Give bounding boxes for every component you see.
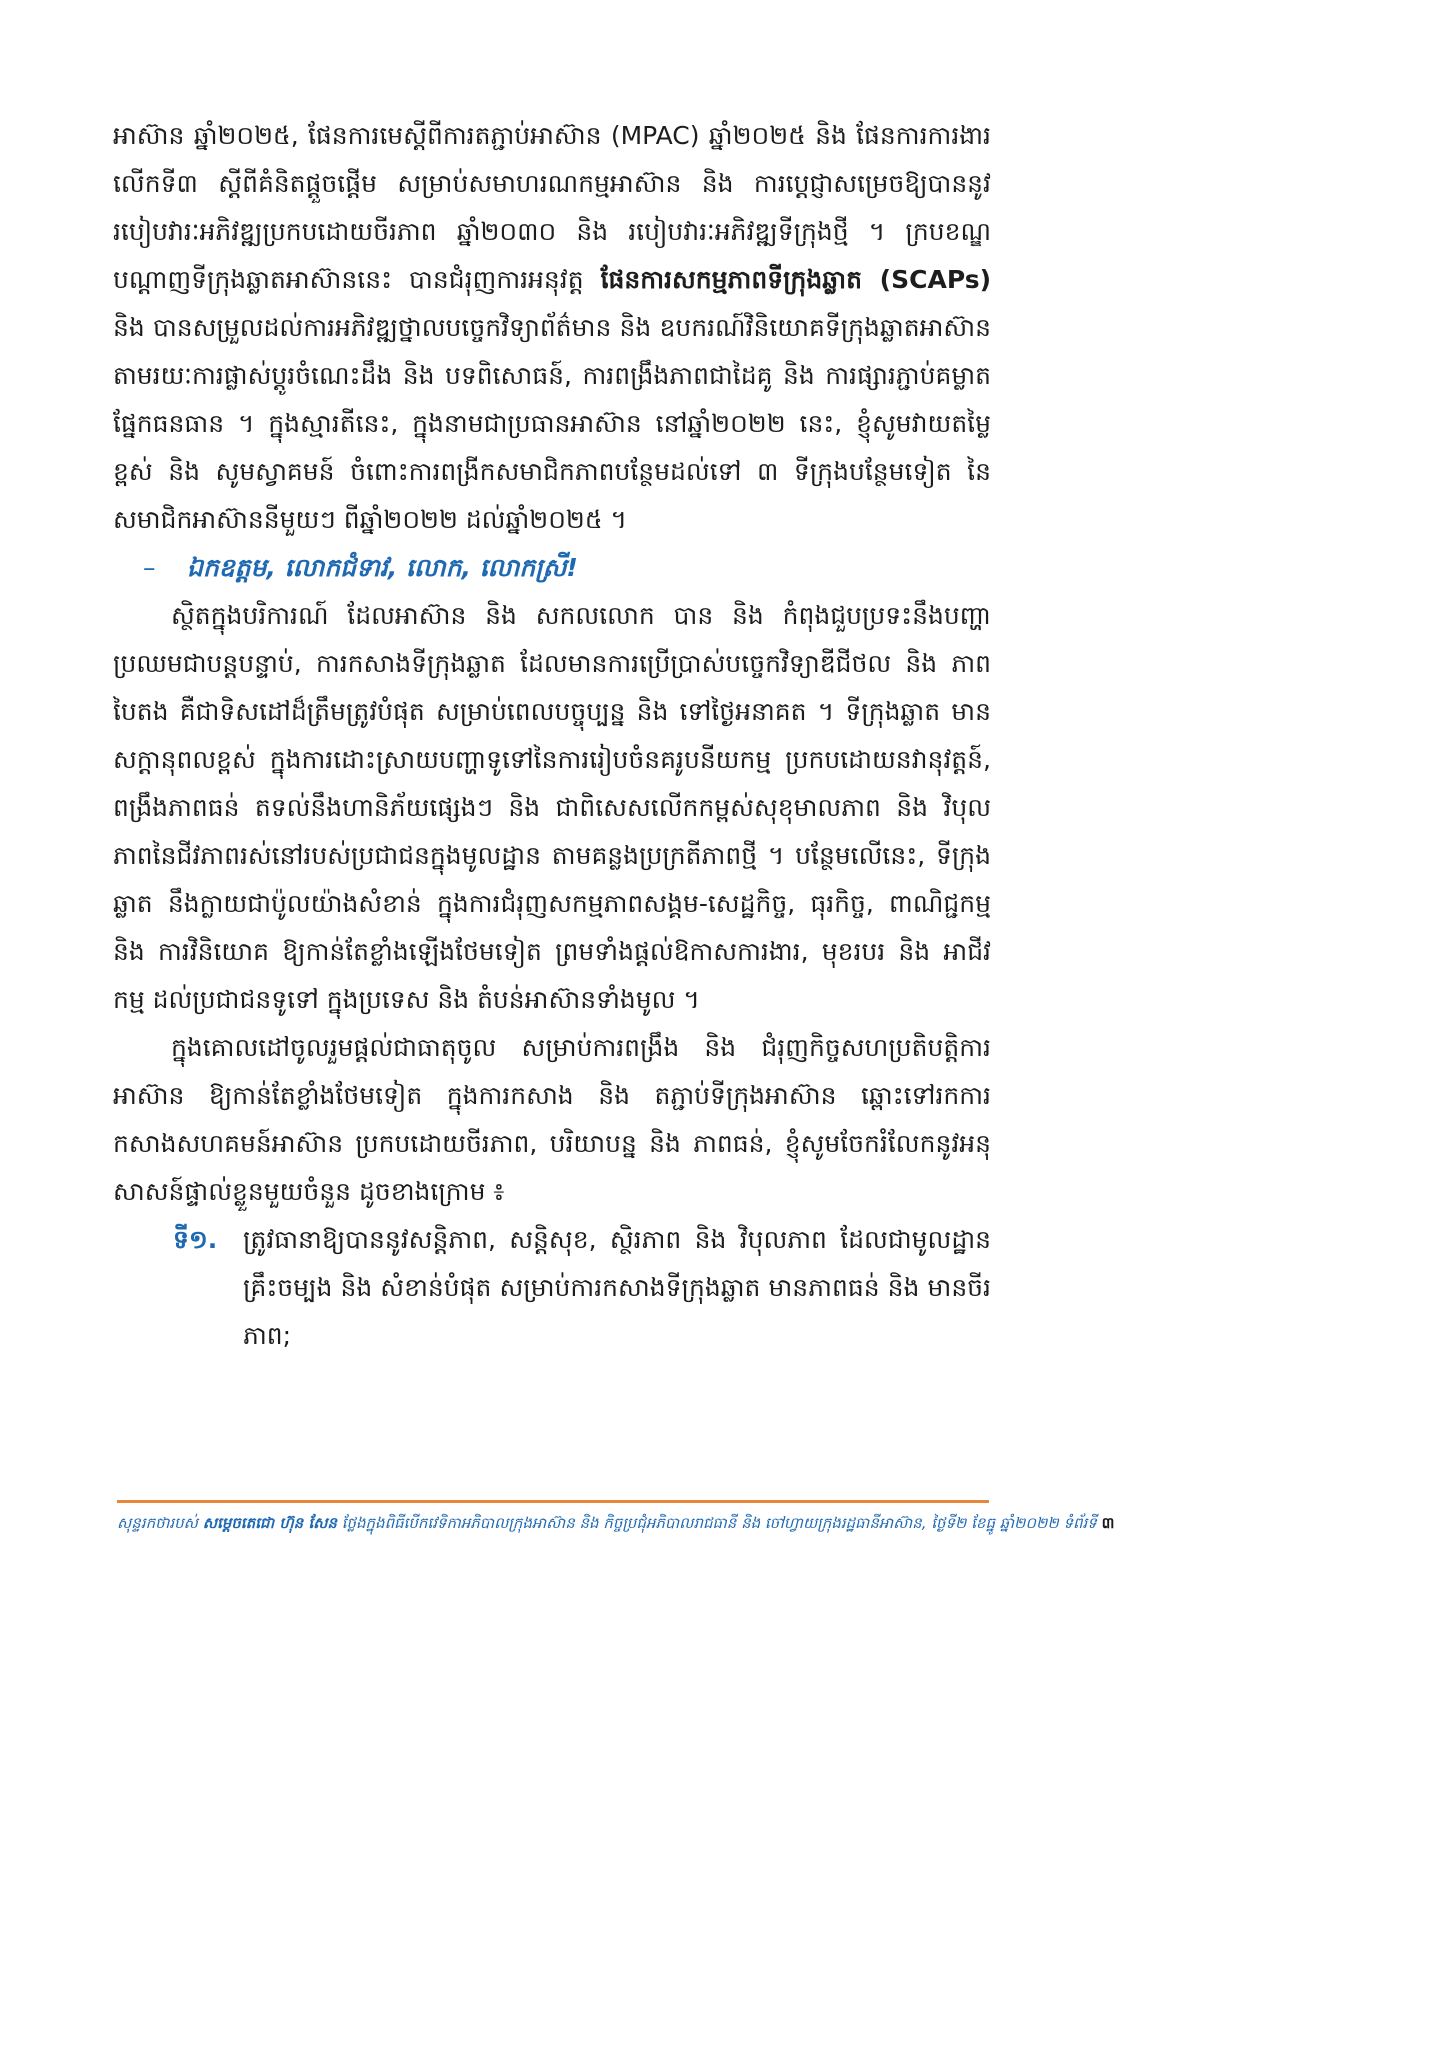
footer-divider [117,1500,989,1503]
paragraph-1-part-b: និង បានសម្រួលដល់ការអភិវឌ្ឍថ្នាលបច្ចេកវិទ្យាព័ត៌មាន និង ឧបករណ៍វិនិយោគទីក្រុងឆ្លាតអាស៊ាន តាមរយៈការផ្លាស់ប្តូរចំណេះដឹង និង បទពិសោធន៍, ការពង្រឹងភាពជាដៃគូ និង ការផ្សារភ្ជាប់គម្លាតផ្នែកធនធាន ។ ក្នុងស្មារតីនេះ, ក្នុងនាមជាប្រធានអាស៊ាន នៅឆ្នាំ២០២២ នេះ, ខ្ញុំសូមវាយតម្លៃខ្ពស់ និង សូមស្វាគមន៍ ចំពោះការពង្រីកសមាជិកភាពបន្ថែមដល់ទៅ ៣ ទីក្រុងបន្ថែមទៀត នៃសមាជិកអាស៊ាននីមួយៗ ពីឆ្នាំ២០២២ ដល់ឆ្នាំ២០២៥ ។ [113,313,991,534]
salutation [143,544,991,592]
footer-page-label: ទំព័រទី [1063,1514,1097,1532]
list-item [113,1216,991,1360]
paragraph-1-strong: ផែនការសកម្មភាពទីក្រុងឆ្លាត (SCAPs) [600,265,992,294]
footer [117,1510,1115,1536]
footer-event: ថ្លែងក្នុងពិធីបើកវេទិកាអភិបាលក្រុងអាស៊ាន និង កិច្ចប្រជុំអភិបាលរាជធានី និង ចៅហ្វាយក្រុងរដ្ឋធានីអាស៊ាន, ថ្ងៃទី២ ខែធ្នូ ឆ្នាំ២០២២ [341,1514,1059,1532]
salutation-dash: – [143,553,156,582]
footer-speaker: សម្តេចតេជោ ហ៊ុន សែន [202,1514,337,1532]
paragraph-1 [113,112,991,544]
footer-page-number: ៣ [1101,1514,1115,1532]
list-item-text: ត្រូវធានាឱ្យបាននូវសន្តិភាព, សន្តិសុខ, ស្ថិរភាព និង វិបុលភាព ដែលជាមូលដ្ឋានគ្រឹះចម្បង និង សំខាន់បំផុត សម្រាប់ការកសាងទីក្រុងឆ្លាត មានភាពធន់ និង មានចីរភាព; [243,1225,991,1350]
paragraph-2: ស្ថិតក្នុងបរិការណ៍ ដែលអាស៊ាន និង សកលលោក បាន និង កំពុងជួបប្រទះនឹងបញ្ហាប្រឈមជាបន្តបន្ទាប់, ការកសាងទីក្រុងឆ្លាត ដែលមានការប្រើប្រាស់បច្ចេកវិទ្យាឌីជីថល និង ភាពបៃតង គឺជាទិសដៅដ៏ត្រឹមត្រូវបំផុត សម្រាប់ពេលបច្ចុប្បន្ន និង ទៅថ្ងៃអនាគត ។ ទីក្រុងឆ្លាត មានសក្តានុពលខ្ពស់ ក្នុងការដោះស្រាយបញ្ហាទូទៅនៃការរៀបចំនគរូបនីយកម្ម ប្រកបដោយនវានុវត្តន៍, ពង្រឹងភាពធន់ តទល់នឹងហានិភ័យផ្សេងៗ និង ជាពិសេសលើកកម្ពស់សុខុមាលភាព និង វិបុលភាពនៃជីវភាពរស់នៅរបស់ប្រជាជនក្នុងមូលដ្ឋាន តាមគន្លងប្រក្រតីភាពថ្មី ។ បន្ថែមលើនេះ, ទីក្រុងឆ្លាត នឹងក្លាយជាប៉ូលយ៉ាងសំខាន់ ក្នុងការជំរុញសកម្មភាពសង្គម-សេដ្ឋកិច្ច, ធុរកិច្ច, ពាណិជ្ជកម្ម និង ការវិនិយោគ ឱ្យកាន់តែខ្លាំងឡើងថែមទៀត ព្រមទាំងផ្តល់ឱកាសការងារ, មុខរបរ និង អាជីវកម្ម ដល់ប្រជាជនទូទៅ ក្នុងប្រទេស និង តំបន់អាស៊ានទាំងមូល ។ [113,601,991,1014]
paragraph-1-part-a: អាស៊ាន ឆ្នាំ២០២៥, ផែនការមេស្តីពីការតភ្ជាប់អាស៊ាន (MPAC) ឆ្នាំ២០២៥ និង ផែនការការងារលើកទី៣ ស្តីពីគំនិតផ្តួចផ្តើម សម្រាប់សមាហរណកម្មអាស៊ាន និង ការប្តេជ្ញាសម្រេចឱ្យបាននូវរបៀបវារៈអភិវឌ្ឍប្រកបដោយចីរភាព ឆ្នាំ២០៣០ និង របៀបវារៈអភិវឌ្ឍទីក្រុងថ្មី ។ ក្របខណ្ឌបណ្តាញទីក្រុងឆ្លាតអាស៊ាននេះ បានជំរុញការអនុវត្ត [113,121,991,294]
salutation-text: ឯកឧត្តម, លោកជំទាវ, លោក, លោកស្រី! [187,553,578,582]
list-item-number: ទី១. [173,1225,218,1254]
footer-lead: សុន្ទរកថារបស់ [117,1514,198,1532]
paragraph-3: ក្នុងគោលដៅចូលរួមផ្តល់ជាធាតុចូល សម្រាប់ការពង្រឹង និង ជំរុញកិច្ចសហប្រតិបត្តិការអាស៊ាន ឱ្យកាន់តែខ្លាំងថែមទៀត ក្នុងការកសាង និង តភ្ជាប់ទីក្រុងអាស៊ាន ឆ្ពោះទៅរកការកសាងសហគមន៍អាស៊ាន ប្រកបដោយចីរភាព, បរិយាបន្ន និង ភាពធន់, ខ្ញុំសូមចែករំលែកនូវអនុសាសន៍ផ្ទាល់ខ្លួនមួយចំនួន ដូចខាងក្រោម ៖ [113,1033,991,1206]
body-text [113,112,991,1360]
